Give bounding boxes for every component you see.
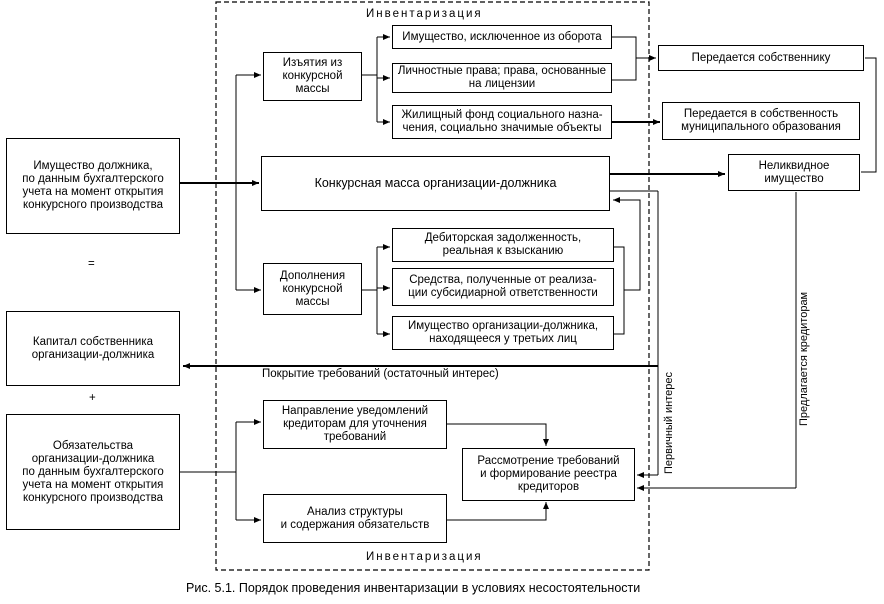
box-liabilities: Обязательства организации-должника по данным бухгалтерского учета на момент открытия конкурсного производства xyxy=(6,414,180,530)
plus-sign: + xyxy=(89,392,96,404)
label-primary-interest: Первичный интерес xyxy=(663,371,675,474)
arrow-notify-to-register xyxy=(447,424,546,446)
label-offered-to-creditors: Предлагается кредиторам xyxy=(798,291,810,426)
box-to-municipal: Передается в собственность муниципального образования xyxy=(662,102,860,140)
box-illiquid: Неликвидное имущество xyxy=(728,154,860,191)
box-bankruptcy-estate: Конкурсная масса организации-должника xyxy=(261,156,610,211)
box-withdrawals: Изъятия из конкурсной массы xyxy=(263,52,362,101)
inventory-label-top: Инвентаризация xyxy=(366,8,483,20)
box-debtor-assets: Имущество должника, по данным бухгалтерского учета на момент открытия конкурсного производства xyxy=(6,138,180,234)
box-register: Рассмотрение требований и формирование реестра кредиторов xyxy=(462,448,635,501)
box-to-owner: Передается собственнику xyxy=(658,45,864,71)
box-housing-fund: Жилищный фонд социального назна- чения, социально значимые объекты xyxy=(392,105,612,139)
box-excluded-property: Имущество, исключенное из оборота xyxy=(392,25,612,49)
label-coverage: Покрытие требований (остаточный интерес) xyxy=(262,368,499,380)
box-additions: Дополнения конкурсной массы xyxy=(263,263,362,315)
arrow-additions-to-estate xyxy=(613,200,640,290)
box-subsidiary-funds: Средства, полученные от реализа- ции субсидиарной ответственности xyxy=(392,268,614,306)
box-analysis: Анализ структуры и содержания обязательств xyxy=(263,494,447,543)
box-receivables: Дебиторская задолженность, реальная к взысканию xyxy=(392,228,614,262)
box-personal-rights: Личностные права; права, основанные на лицензии xyxy=(392,63,612,93)
box-owner-capital: Капитал собственника организации-должника xyxy=(6,311,180,386)
arrow-analysis-to-register xyxy=(447,502,546,520)
box-notify-creditors: Направление уведомлений кредиторам для уточнения требований xyxy=(263,400,447,449)
inventory-label-bottom: Инвентаризация xyxy=(366,551,483,563)
equals-sign: = xyxy=(88,258,95,270)
figure-caption: Рис. 5.1. Порядок проведения инвентаризации в условиях несостоятельности xyxy=(186,581,641,595)
box-third-party-property: Имущество организации-должника, находящееся у третьих лиц xyxy=(392,316,614,350)
